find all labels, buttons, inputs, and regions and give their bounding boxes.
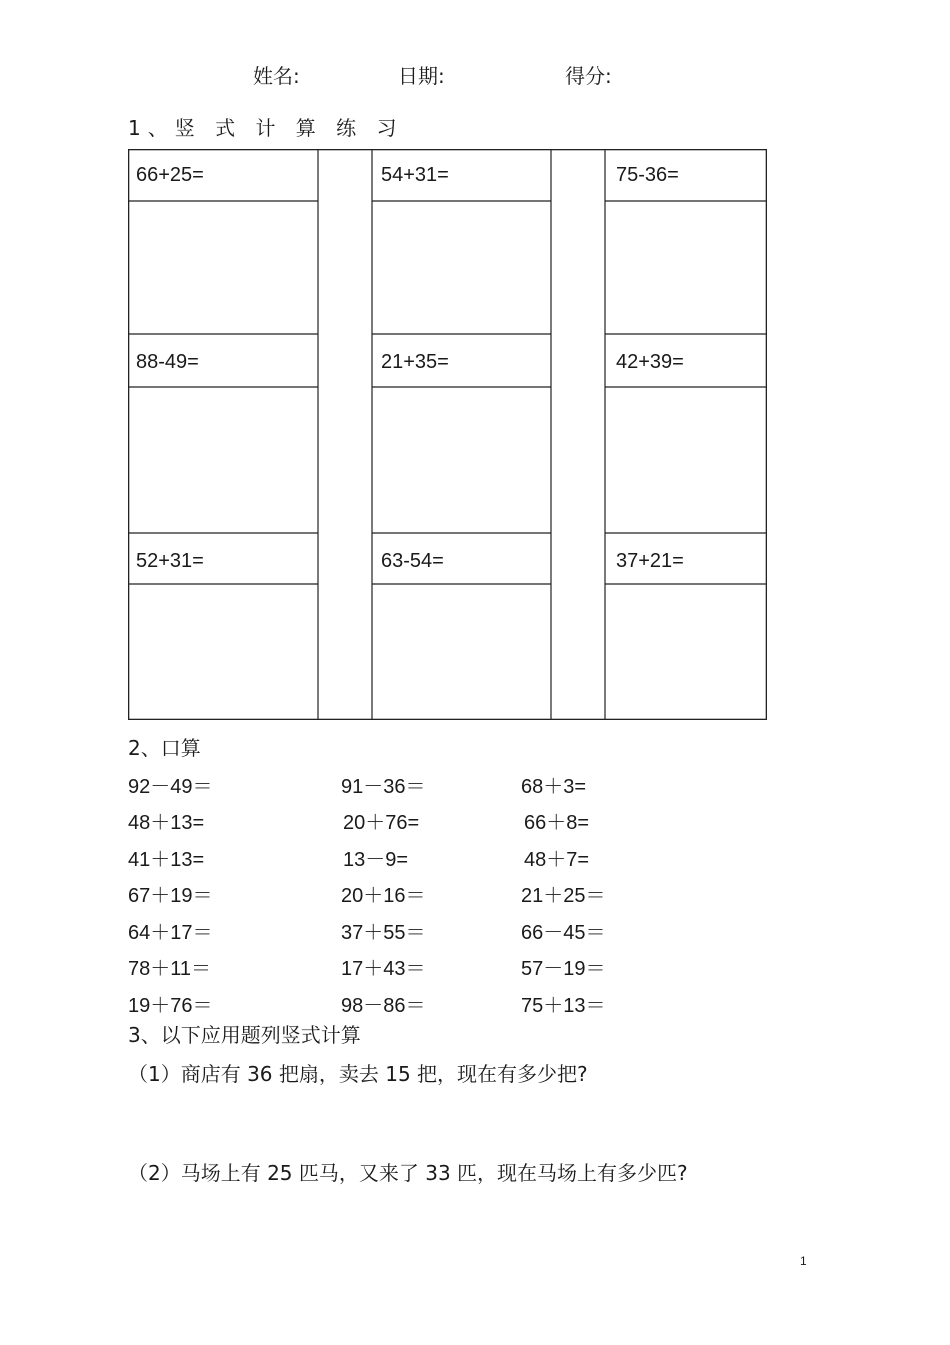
oral-problem: 91－36＝ bbox=[341, 776, 426, 798]
oral-problem: 67＋19＝ bbox=[128, 885, 213, 907]
oral-problem: 48＋13= bbox=[128, 812, 205, 834]
oral-problem: 37＋55＝ bbox=[341, 922, 426, 944]
section2-title: 2、口算 bbox=[128, 736, 201, 760]
calc-problem: 75-36= bbox=[616, 164, 679, 186]
page-number: 1 bbox=[800, 1254, 807, 1268]
vertical-calc-grid bbox=[128, 149, 767, 720]
oral-problem: 48＋7= bbox=[524, 849, 590, 871]
oral-problem: 57－19＝ bbox=[521, 958, 606, 980]
oral-problem: 20＋76= bbox=[343, 812, 420, 834]
oral-problem: 75＋13＝ bbox=[521, 995, 606, 1017]
calc-problem: 66+25= bbox=[136, 164, 204, 186]
section3-title: 3、以下应用题列竖式计算 bbox=[128, 1023, 361, 1047]
calc-problem: 63-54= bbox=[381, 550, 444, 572]
oral-problem: 78＋11＝ bbox=[128, 958, 212, 980]
word-problem-1: （1）商店有 36 把扇，卖去 15 把，现在有多少把? bbox=[128, 1062, 588, 1086]
calc-problem: 52+31= bbox=[136, 550, 204, 572]
section1-title: 1、竖 式 计 算 练 习 bbox=[128, 116, 404, 140]
oral-problem: 41＋13= bbox=[128, 849, 205, 871]
calc-problem: 54+31= bbox=[381, 164, 449, 186]
score-label: 得分: bbox=[565, 64, 612, 88]
grid-lines bbox=[128, 149, 767, 720]
calc-problem: 37+21= bbox=[616, 550, 684, 572]
name-label: 姓名: bbox=[253, 64, 300, 88]
oral-problem: 98－86＝ bbox=[341, 995, 426, 1017]
oral-problem: 66－45＝ bbox=[521, 922, 606, 944]
calc-problem: 42+39= bbox=[616, 351, 684, 373]
oral-problem: 19＋76＝ bbox=[128, 995, 213, 1017]
oral-problem: 64＋17＝ bbox=[128, 922, 213, 944]
word-problem-2: （2）马场上有 25 匹马，又来了 33 匹，现在马场上有多少匹? bbox=[128, 1161, 688, 1185]
oral-problem: 20＋16＝ bbox=[341, 885, 426, 907]
oral-problem: 21＋25＝ bbox=[521, 885, 606, 907]
calc-problem: 21+35= bbox=[381, 351, 449, 373]
date-label: 日期: bbox=[398, 64, 445, 88]
oral-problem: 68＋3= bbox=[521, 776, 587, 798]
oral-problem: 92－49＝ bbox=[128, 776, 213, 798]
oral-problem: 17＋43＝ bbox=[341, 958, 426, 980]
calc-problem: 88-49= bbox=[136, 351, 199, 373]
oral-problem: 66＋8= bbox=[524, 812, 590, 834]
oral-problem: 13－9= bbox=[343, 849, 409, 871]
